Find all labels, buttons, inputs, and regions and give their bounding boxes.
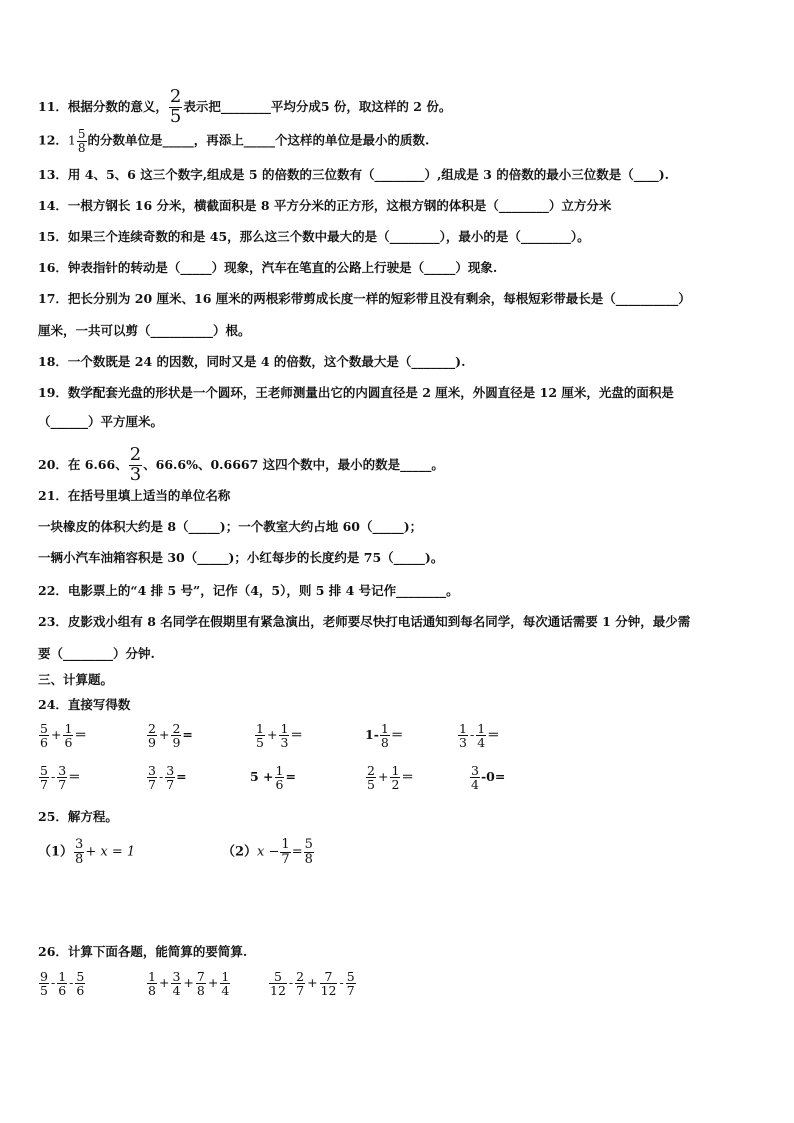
simplify-expression-a: $\frac{9}{5}$ - $\frac{1}{6}$ - $\frac{5}{6}$: [40, 969, 85, 999]
question-text: 厘米，一共可以剪（__________）根。: [38, 323, 251, 338]
question-text: 数学配套光盘的形状是一个圆环，王老师测量出它的内圆直径是 2 厘米，外圆直径是 12 厘米，光盘的面积是: [67, 385, 674, 400]
question-18: 18．一个数既是 24 的因数，同时又是 4 的倍数，这个数最大是（_______).: [38, 354, 466, 369]
question-23: 23．皮影戏小组有 8 名同学在假期里有紧急演出，老师要尽快打电话通知到每名同学，每次通话需要 1 分钟，最少需: [38, 614, 691, 629]
question-21-line1: [38, 519, 422, 535]
question-21: 21．在括号里填上适当的单位名称: [38, 488, 231, 503]
question-text: 、66.6%、0.6667 这四个数中，最小的数是_____。: [143, 456, 444, 472]
question-text: 一辆小汽车油箱容积是 30（_____)；小红每步的长度约是 75（_____)。: [38, 550, 444, 565]
question-12: [38, 128, 429, 154]
calc-item: 1- $\frac{1}{8}$ ＝: [365, 721, 404, 751]
question-11: [38, 88, 451, 127]
calc-item: $\frac{1}{3}$ - $\frac{1}{4}$ ＝: [459, 721, 500, 751]
fraction: $\frac{2}{3}$: [129, 444, 142, 485]
fraction: $\frac{5}{8}$: [77, 127, 86, 155]
question-21-line2: [38, 550, 443, 566]
question-26: 26．计算下面各题，能简算的要简算.: [38, 944, 248, 959]
question-17: 17．把长分别为 20 厘米、16 厘米的两根彩带剪成长度一样的短彩带且没有剩余，每根短彩带最长是（__________）: [38, 291, 691, 306]
question-13: 13．用 4、5、6 这三个数字,组成是 5 的倍数的三位数有（________）,组成是 3 的倍数的最小三位数是（____).: [38, 167, 669, 182]
question-16: 16．钟表指针的转动是（_____）现象，汽车在笔直的公路上行驶是（_____）现象.: [38, 260, 498, 275]
question-25: 25．解方程。: [38, 809, 118, 824]
calc-item: $\frac{3}{7}$ - $\frac{3}{7}$ =: [148, 763, 187, 793]
question-19: 19．数学配套光盘的形状是一个圆环，王老师测量出它的内圆直径是 2 厘米，外圆直径是 12 厘米，光盘的面积是: [38, 385, 674, 400]
question-22: 22．电影票上的“4 排 5 号”，记作（4，5），则 5 排 4 号记作________。: [38, 583, 459, 598]
question-text: 表示把________平均分成5 份，取这样的 2 份。: [183, 98, 452, 114]
question-20: 20．在 6.66、 $\frac{2}{3}$ 、66.6%、0.6667 这四个数中，最小的数是_____。: [38, 444, 444, 485]
simplify-expression-c: $\frac{5}{12}$ - $\frac{2}{7}$ + $\frac{7}{12}$ - $\frac{5}{7}$: [270, 969, 355, 999]
question-text: 要（________）分钟.: [38, 646, 155, 661]
question-23-cont: [38, 646, 155, 662]
question-15: 15．如果三个连续奇数的和是 45，那么这三个数中最大的是（________），最小的是（________）。: [38, 229, 590, 244]
calc-item: 5 + $\frac{1}{6}$ =: [250, 763, 296, 793]
equation-1: （1） $\frac{3}{8}$ + x = 1: [38, 837, 136, 867]
question-number: 12．: [38, 132, 68, 148]
question-title: 解方程。: [67, 809, 118, 824]
calc-item: $\frac{2}{5}$ + $\frac{1}{2}$ ＝: [367, 763, 414, 793]
calc-item: $\frac{5}{7}$ - $\frac{3}{7}$ ＝: [40, 763, 81, 793]
question-text: 一块橡皮的体积大约是 8（_____)；一个教室大约占地 60（_____)；: [38, 519, 423, 534]
question-text: 把长分别为 20 厘米、16 厘米的两根彩带剪成长度一样的短彩带且没有剩余，每根短彩带最长是（__________）: [67, 291, 691, 306]
fraction: $\frac{2}{5}$: [169, 86, 182, 127]
question-text: 电影票上的“4 排 5 号”，记作（4，5），则 5 排 4 号记作________。: [67, 583, 459, 598]
question-title: 直接写得数: [67, 697, 131, 712]
question-19-cont: [38, 414, 163, 430]
question-text: 钟表指针的转动是（_____）现象，汽车在笔直的公路上行驶是（_____）现象.: [67, 260, 498, 275]
equation-2: （2）x − $\frac{1}{7}$ = $\frac{5}{8}$: [222, 837, 313, 867]
question-text: 一个数既是 24 的因数，同时又是 4 的倍数，这个数最大是（_______).: [67, 354, 466, 369]
question-17-cont: [38, 323, 251, 339]
question-14: 14．一根方钢长 16 分米，横截面积是 8 平方分米的正方形，这根方钢的体积是（________）立方分米: [38, 198, 612, 213]
question-24: 24．直接写得数: [38, 697, 131, 712]
question-text: （______）平方厘米。: [38, 414, 164, 429]
question-number: 11．: [38, 98, 68, 114]
question-text: 如果三个连续奇数的和是 45，那么这三个数中最大的是（________），最小的是（________）。: [67, 229, 590, 244]
calc-item: $\frac{3}{4}$ -0=: [471, 763, 506, 793]
mixed-number-whole: 1: [67, 132, 76, 148]
simplify-expression-b: $\frac{1}{8}$ + $\frac{3}{4}$ + $\frac{7}{8}$ + $\frac{1}{4}$: [148, 969, 230, 999]
question-text: 根据分数的意义，: [67, 98, 168, 114]
question-text: 的分数单位是_____，再添上_____个这样的单位是最小的质数.: [87, 132, 430, 148]
calc-item: $\frac{1}{5}$ + $\frac{1}{3}$ ＝: [256, 721, 303, 751]
question-text: 在 6.66、: [67, 456, 128, 472]
question-title: 计算下面各题，能简算的要简算.: [67, 944, 248, 959]
question-text: 用 4、5、6 这三个数字,组成是 5 的倍数的三位数有（________）,组成是 3 的倍数的最小三位数是（____).: [67, 167, 669, 182]
question-text: 皮影戏小组有 8 名同学在假期里有紧急演出，老师要尽快打电话通知到每名同学，每次通话需要 1 分钟，最少需: [67, 614, 691, 629]
question-title: 在括号里填上适当的单位名称: [67, 488, 231, 503]
calc-item: $\frac{2}{9}$ + $\frac{2}{9}$ =: [148, 721, 193, 751]
section-heading: 三、计算题。: [38, 672, 114, 687]
calc-item: $\frac{5}{6}$ + $\frac{1}{6}$ ＝: [40, 721, 87, 751]
question-text: 一根方钢长 16 分米，横截面积是 8 平方分米的正方形，这根方钢的体积是（________）立方分米: [67, 198, 612, 213]
